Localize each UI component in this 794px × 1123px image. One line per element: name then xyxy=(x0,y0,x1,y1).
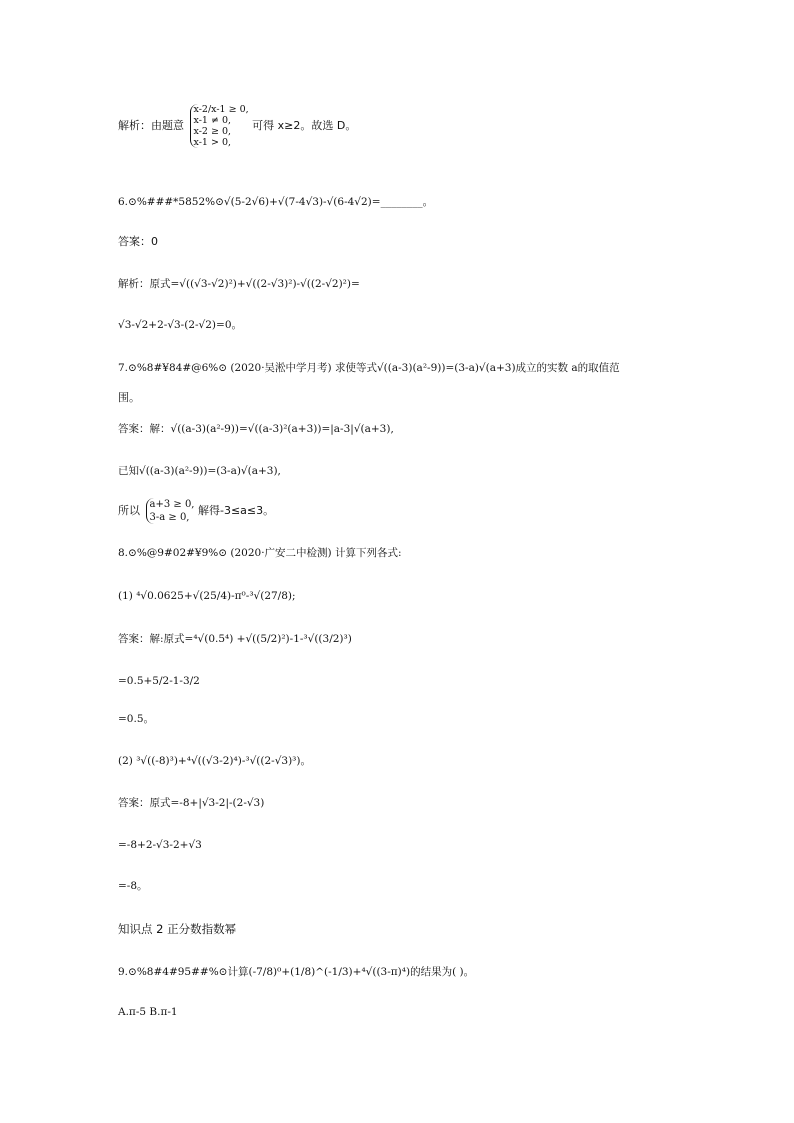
q5-analysis-label: 解析：由题意 xyxy=(118,119,184,132)
q8-step-2: =-8+2-√3-2+√3 xyxy=(118,839,202,851)
q8-answer-2: 答案：原式=-8+|√3-2|-(2-√3) xyxy=(118,797,265,809)
q5-system-line-3: x-2 ≥ 0, xyxy=(193,126,232,137)
q7-so-label: 所以 xyxy=(118,504,140,517)
q8-result-2: =-8。 xyxy=(118,880,148,892)
q5-system-line-1: x-2/x-1 ≥ 0, xyxy=(193,104,249,115)
q9-question: 9.⊙%8#4#95##%⊙计算(-7/8)⁰+(1/8)^(-1/3)+⁴√((3-π)⁴)的结果为( )。 xyxy=(118,966,475,978)
q8-result-1: =0.5。 xyxy=(118,713,154,725)
q8-question: 8.⊙%@9#02#¥9%⊙ (2020·广安二中检测) 计算下列各式: xyxy=(118,547,402,559)
q5-system-line-4: x-1 > 0, xyxy=(193,137,232,148)
q5-analysis xyxy=(118,104,356,148)
q7-question: 7.⊙%8#¥84#@6%⊙ (2020·吴淞中学月考) 求使等式√((a-3)(a²-9))=(3-a)√(a+3)成立的实数 a的取值范 xyxy=(118,362,620,374)
q7-system xyxy=(146,498,195,524)
q7-known: 已知√((a-3)(a²-9))=(3-a)√(a+3), xyxy=(118,465,281,477)
q7-system-line-1: a+3 ≥ 0, xyxy=(149,499,195,510)
q6-answer: 答案：0 xyxy=(118,235,158,248)
q7-so xyxy=(118,498,274,524)
q5-system xyxy=(190,104,249,148)
q8-step-1: =0.5+5/2-1-3/2 xyxy=(118,675,200,687)
q7-question-2: 围。 xyxy=(118,391,140,404)
q7-so-tail: 解得-3≤a≤3。 xyxy=(197,504,275,517)
q7-answer: 答案：解：√((a-3)(a²-9))=√((a-3)²(a+3))=|a-3|√(a+3), xyxy=(118,423,394,435)
q8-part-1: (1) ⁴√0.0625+√(25/4)-π⁰-³√(27/8); xyxy=(118,590,296,602)
q8-part-2: (2) ³√((-8)³)+⁴√((√3-2)⁴)-³√((2-√3)³)。 xyxy=(118,755,311,767)
section-heading: 知识点 2 正分数指数幂 xyxy=(118,922,237,936)
q6-analysis-2: √3-√2+2-√3-(2-√2)=0。 xyxy=(118,319,243,331)
q9-options: A.π-5 B.π-1 xyxy=(118,1006,178,1018)
q6-analysis: 解析：原式=√((√3-√2)²)+√((2-√3)²)-√((2-√2)²)= xyxy=(118,278,360,290)
q5-analysis-tail: 可得 x≥2。故选 D。 xyxy=(252,119,357,132)
q5-system-line-2: x-1 ≠ 0, xyxy=(193,115,232,126)
q8-answer-1: 答案：解:原式=⁴√(0.5⁴) +√((5/2)²)-1-³√((3/2)³) xyxy=(118,633,352,645)
q7-system-line-2: 3-a ≥ 0, xyxy=(149,512,190,523)
q6-question: 6.⊙%###*5852%⊙√(5-2√6)+√(7-4√3)-√(6-4√2)=________。 xyxy=(118,196,434,208)
